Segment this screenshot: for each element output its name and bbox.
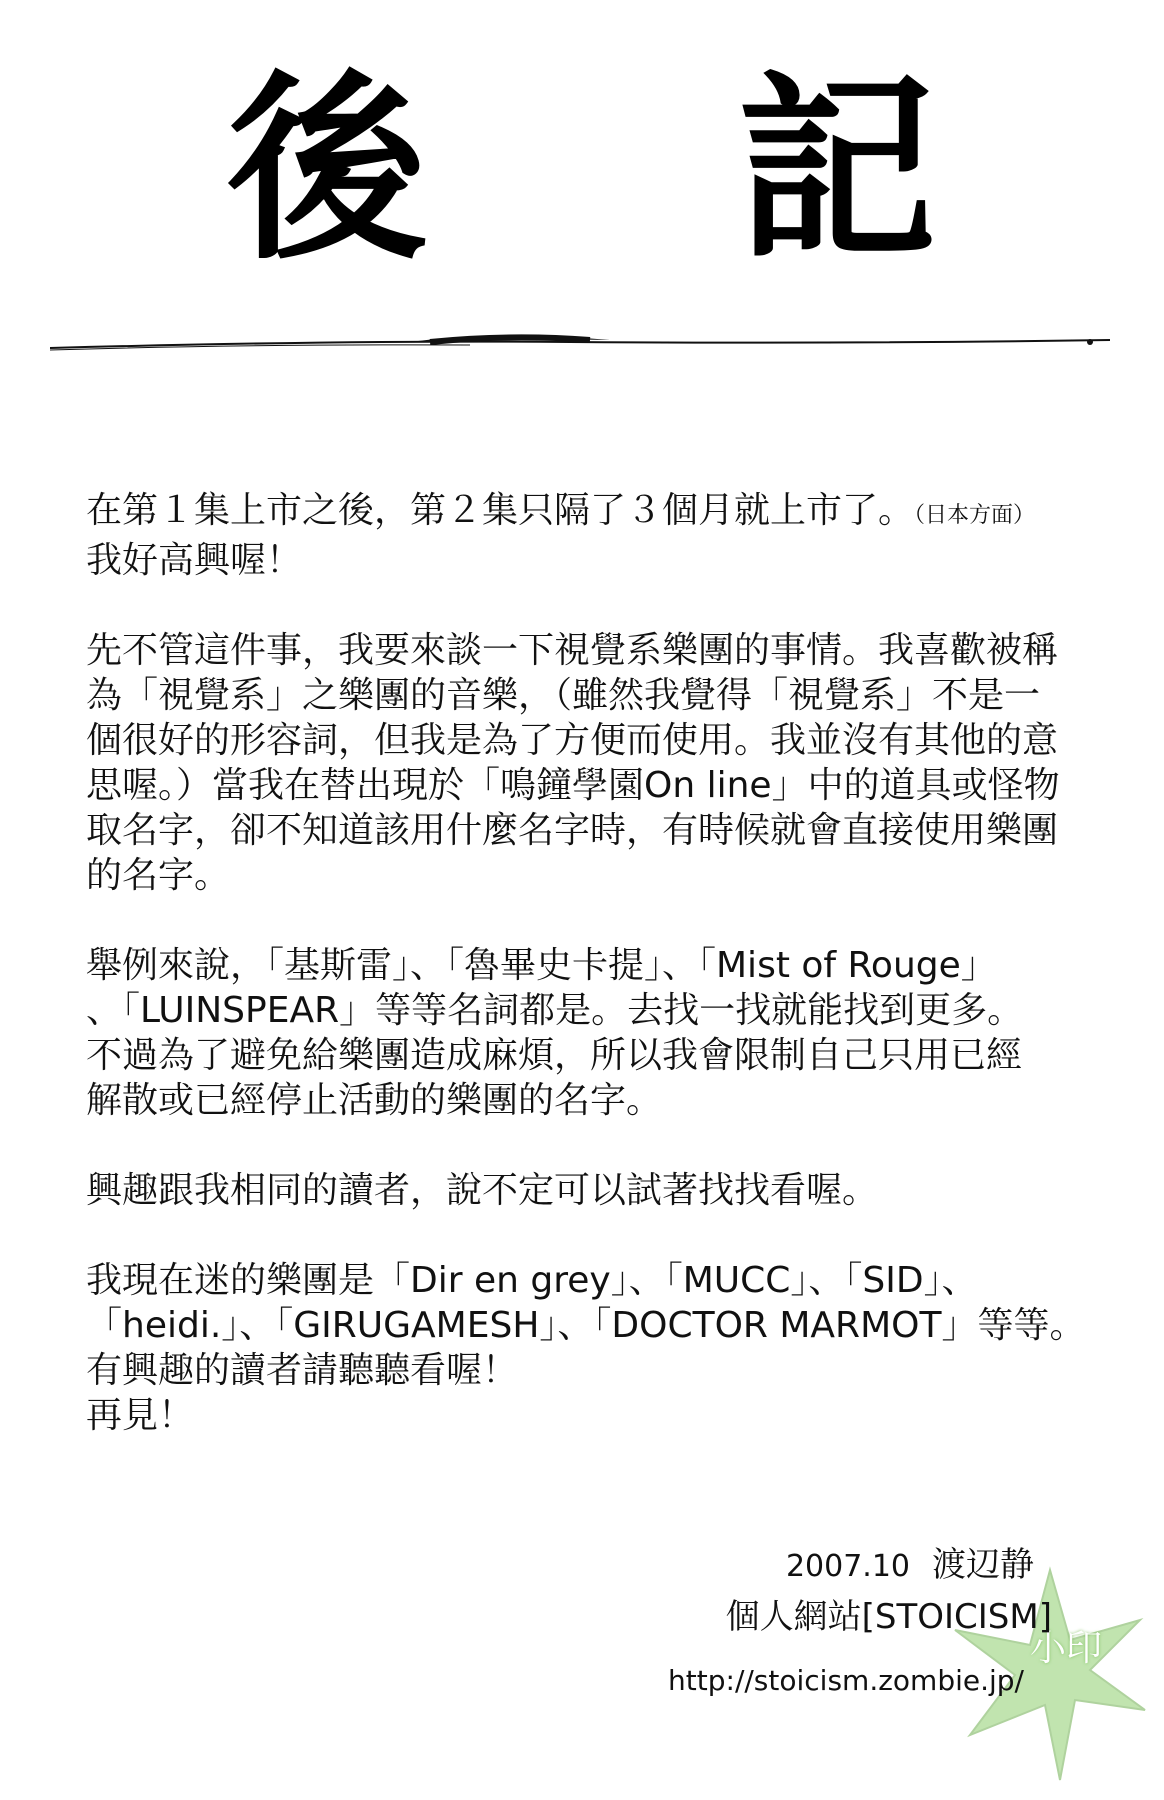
paragraph-5 (86, 1258, 1096, 1438)
text-line: 個很好的形容詞，但我是為了方便而使用。我並沒有其他的意 (86, 720, 1059, 761)
text-line: 再見！ (86, 1395, 195, 1436)
text-line: 、「LUINSPEAR」等等名詞都是。去找一找就能找到更多。 (86, 990, 1024, 1031)
text-line: 先不管這件事，我要來談一下視覺系樂團的事情。我喜歡被稱 (86, 630, 1059, 671)
paragraph-4 (86, 1168, 1096, 1213)
text-line: 「heidi.」、「GIRUGAMESH」、「DOCTOR MARMOT」等等。 (86, 1305, 1086, 1346)
text-line: 為「視覺系」之樂團的音樂，（雖然我覺得「視覺系」不是一 (86, 675, 1041, 716)
text-line: 有興趣的讀者請聽聽看喔！ (86, 1350, 519, 1391)
paragraph-1 (86, 488, 1096, 583)
text-line: 思喔。）當我在替出現於「鳴鐘學園On line」中的道具或怪物 (86, 765, 1060, 806)
text-line: 不過為了避免給樂團造成麻煩，所以我會限制自己只用已經 (86, 1035, 1023, 1076)
signature-date-row (668, 1540, 1034, 1592)
text-line: 興趣跟我相同的讀者，說不定可以試著找找看喔。 (86, 1170, 879, 1211)
text-line: 我現在迷的樂團是「Dir en grey」、「MUCC」、「SID」、 (86, 1260, 978, 1301)
signature-url[interactable]: http://stoicism.zombie.jp/ (668, 1664, 1024, 1697)
text-line: 取名字，卻不知道該用什麼名字時，有時候就會直接使用樂團 (86, 810, 1059, 851)
paragraph-2 (86, 628, 1096, 898)
signature-block (668, 1540, 1052, 1706)
paragraph-3 (86, 943, 1096, 1123)
afterword-body (86, 488, 1096, 1483)
brush-divider (50, 330, 1110, 360)
text-line (86, 488, 1096, 538)
watermark-text: 小印 (1030, 1628, 1103, 1669)
page-title: 後 記 (227, 52, 1057, 287)
text-line: 舉例來說，「基斯雷」、「魯畢史卡提」、「Mist of Rouge」 (86, 945, 997, 986)
text-line-content: 在第１集上市之後，第２集只隔了３個月就上市了。 (86, 490, 915, 531)
signature-author: 渡辺静 (932, 1545, 1034, 1585)
note-text: （日本方面） (914, 503, 1036, 528)
text-line: 我好高興喔！ (86, 540, 303, 581)
text-line: 解散或已經停止活動的樂團的名字。 (86, 1080, 663, 1121)
signature-site: 個人網站[STOICISM] (725, 1597, 1052, 1637)
signature-date: 2007.10 (785, 1549, 910, 1584)
text-line: 的名字。 (86, 855, 231, 896)
